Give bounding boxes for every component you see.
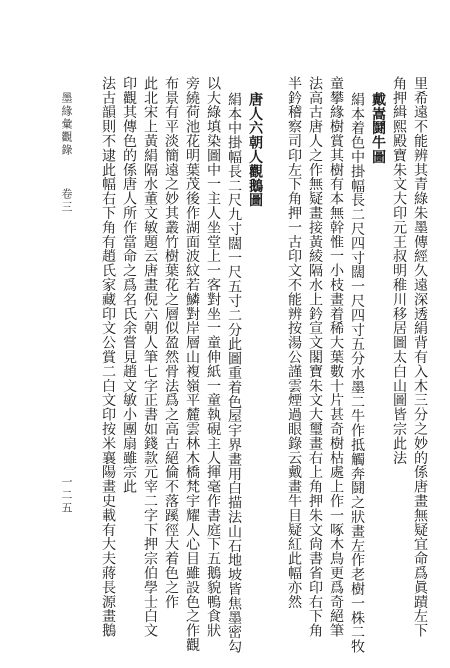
text-column-2: 角押緝熙殿寶朱文大印元王叔明稚川移居圖太白山圖皆宗此法 <box>391 76 408 465</box>
text-column-1: 里希遠不能辨其青綠朱墨傳經久遠深透絹背有入木三分之妙的係唐畫無疑宜命爲眞蹟左下 <box>412 76 429 638</box>
text-column-5: 童攀緣樹賞其樹有本無幹惟一小枝畫着稀大葉數十片甚奇樹枯處上作一啄木鳥更爲奇絕筆 <box>328 76 345 638</box>
text-column-11: 旁繞荷池花明葉茂後作湖面波紋若鱗對岸層山複嶺平麓雲林木橋梵宇耀人心目雖設色之作觀 <box>184 76 201 652</box>
book-title: 墨緣彙觀錄 <box>60 92 73 157</box>
text-column-4: 絹本着色中掛幅長二尺四寸闊一尺四寸五分水墨二牛作抵觸奔鬪之狀畫左作老樹一株二牧 <box>349 92 366 654</box>
text-column-14: 印觀其傳色的係唐人所作當命之爲名氏余嘗見趙文敏小團扇雖宗此 <box>121 76 138 494</box>
text-column-13: 此北宋上黃絹隔水董文敏題云唐畫倪六朝人筆七字正書如錢款元宰二字下押宗伯學士白文 <box>142 76 159 638</box>
text-column-12: 布景有平淡簡遠之妙其叢竹樹葉花之層似盈然骨法爲之高古絕倫不落蹊徑大着色之作 <box>163 76 180 609</box>
text-column-9: 絹本中掛幅長二尺九寸闊一尺五寸二分此圖重着色屋宇界畫用白描法山石地坡皆焦墨密勾 <box>226 92 243 654</box>
section-heading-dai-song: 戴嵩鬪牛圖 <box>370 92 387 164</box>
text-column-7: 半鈐稽察司印左下角押一古印文不能辨按湯公謹雲煙過眼錄云戴畫牛目疑紅此幅亦然 <box>286 76 303 609</box>
text-column-6: 法高古唐人之作無疑畫接黃綾隔水上鈐宣文閣寶朱文大璽畫右上角押朱文尙書省印右下角 <box>307 76 324 638</box>
text-column-10: 以大綠填染圖中一主人坐堂上一客對坐一童伸紙一童執硯主人揮毫作書庭下五鵝貌鴨食狀 <box>205 76 222 638</box>
page-number: 一二五 <box>60 476 73 515</box>
text-column-15: 法古韻則不逮此幅右下角有趙氏家藏印文公賞二白文印按米襄陽畫史載有大夫蔣長源畫鵝 <box>100 76 117 638</box>
volume-label: 卷三 <box>60 188 73 214</box>
section-heading-guan-e: 唐人六朝人觀鵝圖 <box>247 92 264 208</box>
